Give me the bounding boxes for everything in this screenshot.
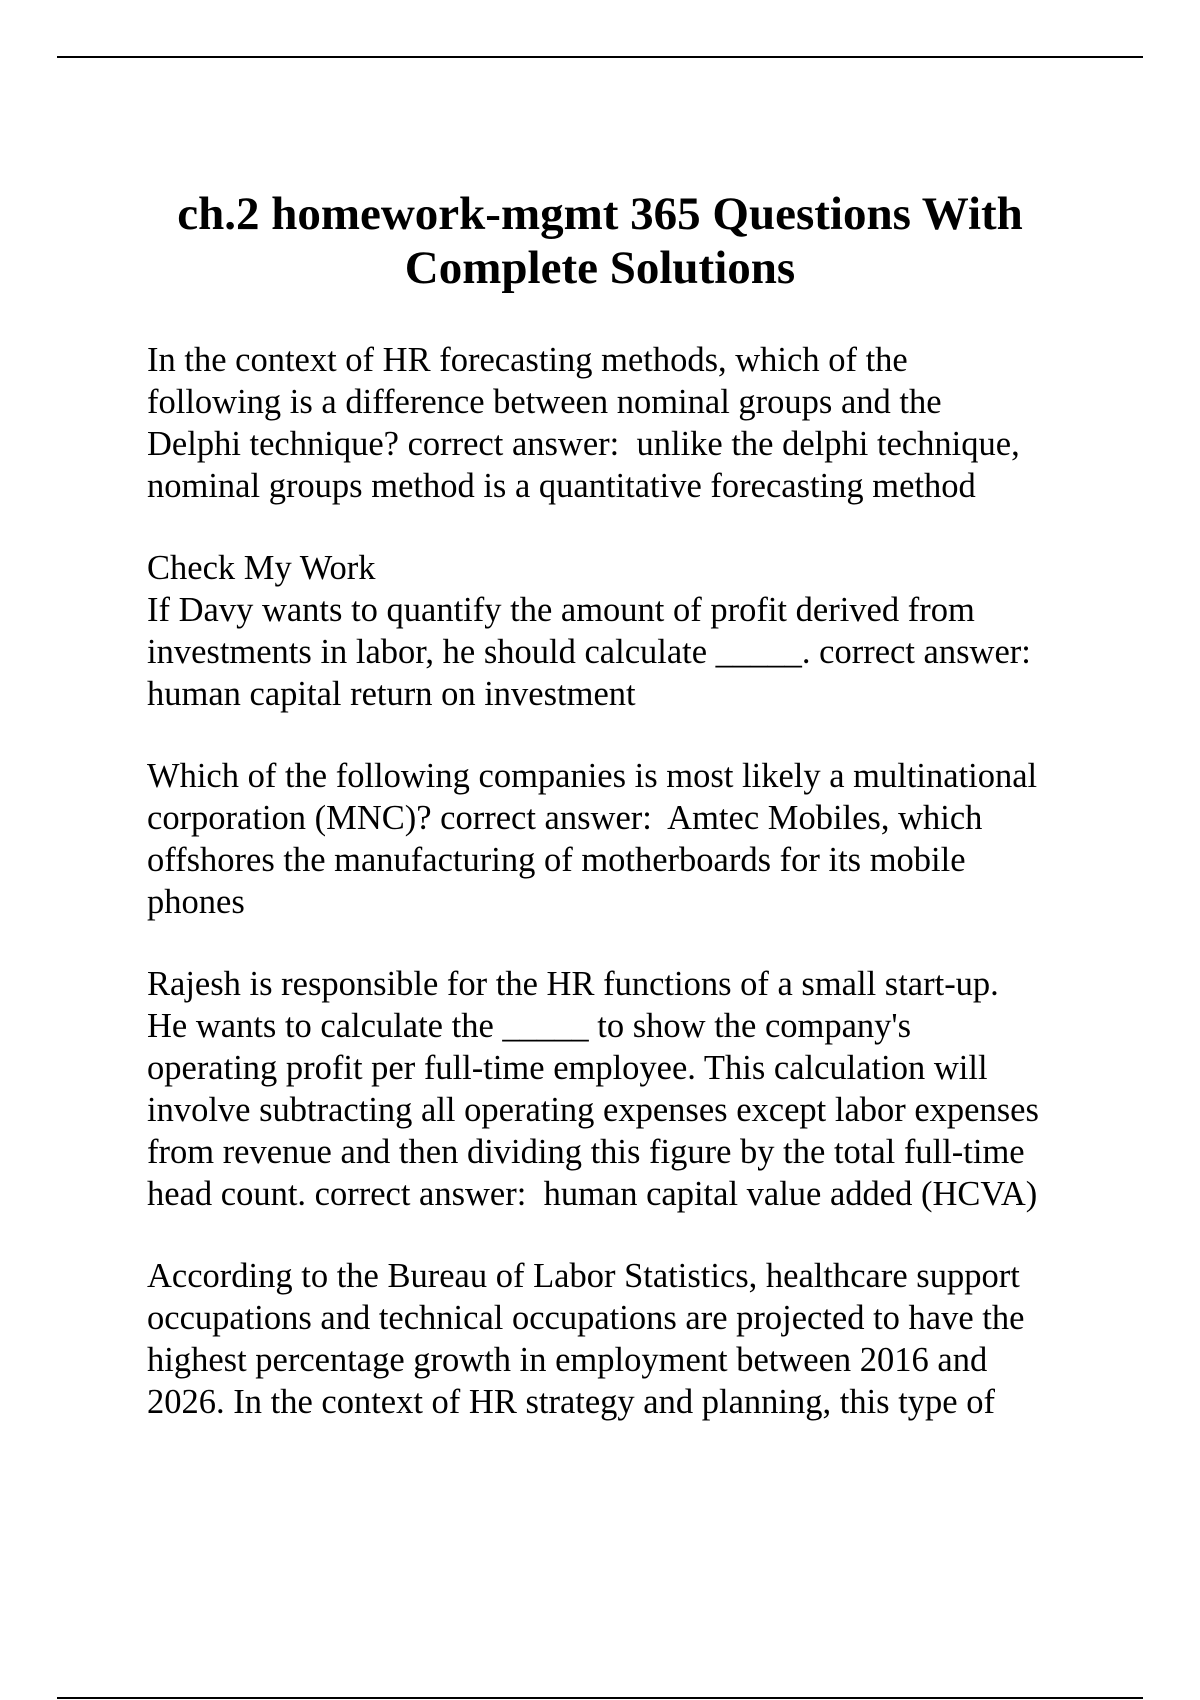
text-line: from revenue and then dividing this figure by the total full-time — [147, 1133, 1025, 1171]
text-line: investments in labor, he should calculate _____. correct answer: — [147, 633, 1031, 671]
paragraph-gap — [147, 507, 1107, 547]
text-line: Delphi technique? correct answer: unlike the delphi technique, — [147, 425, 1020, 463]
paragraph-gap — [147, 1215, 1107, 1255]
text-line: If Davy wants to quantify the amount of profit derived from — [147, 591, 975, 629]
text-line: 2026. In the context of HR strategy and planning, this type of — [147, 1383, 995, 1421]
text-line: In the context of HR forecasting methods, which of the — [147, 341, 908, 379]
question-block-5 — [147, 1255, 1107, 1423]
text-line: He wants to calculate the _____ to show the company's — [147, 1007, 912, 1045]
document-body — [147, 339, 1107, 1423]
text-line: involve subtracting all operating expenses except labor expenses — [147, 1091, 1039, 1129]
text-line: offshores the manufacturing of motherboards for its mobile — [147, 841, 966, 879]
document-title — [100, 187, 1100, 295]
text-line: human capital return on investment — [147, 675, 636, 713]
text-line: highest percentage growth in employment between 2016 and — [147, 1341, 988, 1379]
text-line: According to the Bureau of Labor Statistics, healthcare support — [147, 1257, 1020, 1295]
text-line: Rajesh is responsible for the HR functions of a small start-up. — [147, 965, 999, 1003]
text-line: head count. correct answer: human capital value added (HCVA) — [147, 1175, 1038, 1213]
question-block-4 — [147, 963, 1107, 1215]
bottom-rule — [57, 1697, 1143, 1699]
question-block-3 — [147, 755, 1107, 923]
text-line: Check My Work — [147, 549, 376, 587]
title-line: Complete Solutions — [404, 242, 796, 294]
paragraph-gap — [147, 923, 1107, 963]
question-block-2 — [147, 547, 1107, 715]
text-line: phones — [147, 883, 245, 921]
text-line: following is a difference between nominal groups and the — [147, 383, 942, 421]
paragraph-gap — [147, 715, 1107, 755]
top-rule — [57, 56, 1143, 58]
text-line: corporation (MNC)? correct answer: Amtec Mobiles, which — [147, 799, 983, 837]
text-line: Which of the following companies is most likely a multinational — [147, 757, 1038, 795]
text-line: occupations and technical occupations are projected to have the — [147, 1299, 1025, 1337]
text-line: operating profit per full-time employee. This calculation will — [147, 1049, 988, 1087]
text-line: nominal groups method is a quantitative forecasting method — [147, 467, 976, 505]
question-block-1 — [147, 339, 1107, 507]
title-line: ch.2 homework-mgmt 365 Questions With — [177, 188, 1023, 240]
